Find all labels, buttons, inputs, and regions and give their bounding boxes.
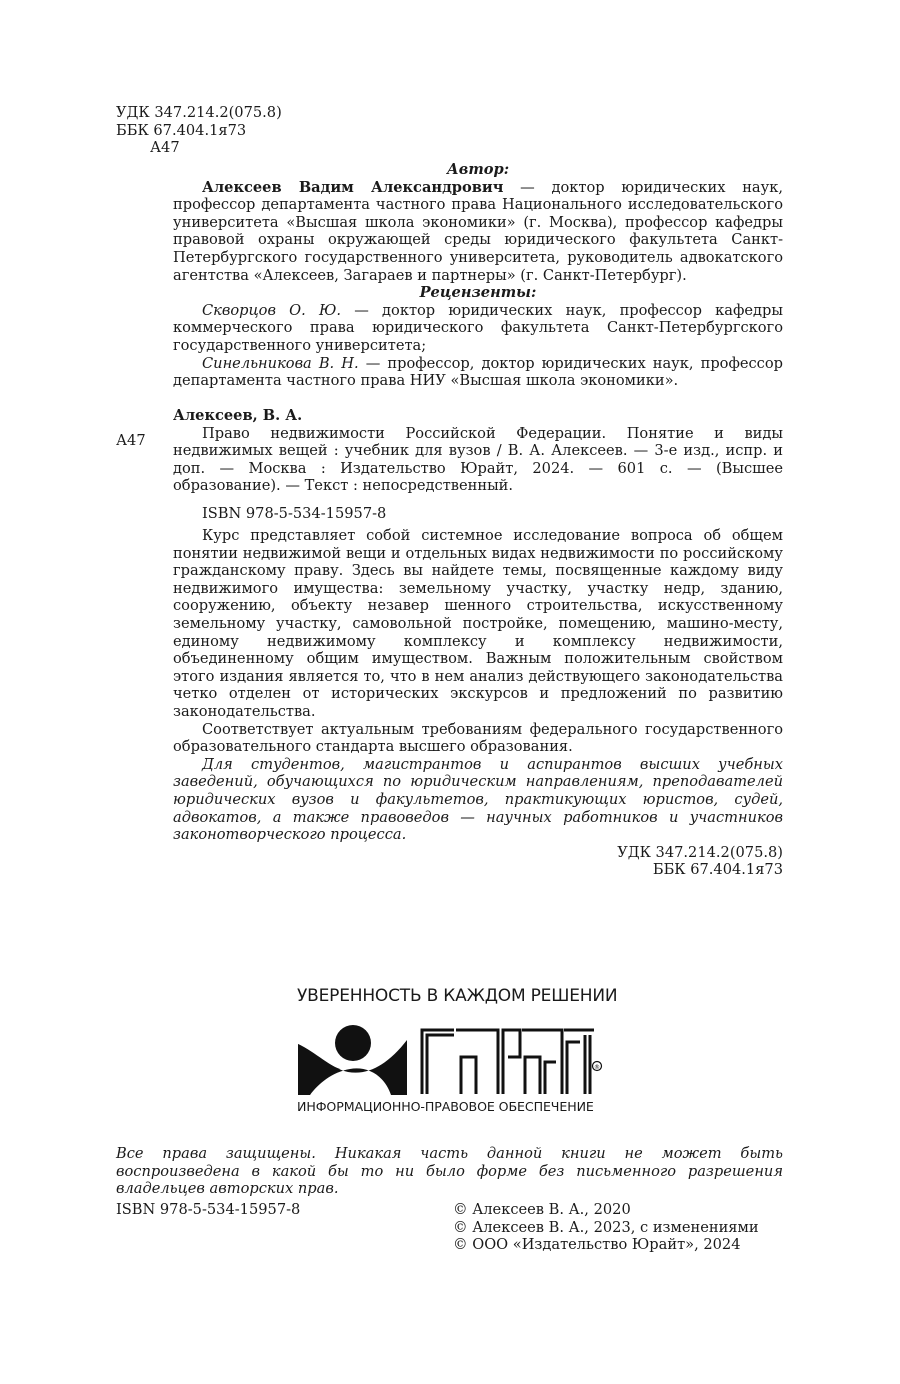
copyright-list xyxy=(453,1201,759,1254)
footer-isbn: ISBN 978-5-534-15957-8 xyxy=(116,1201,301,1218)
bbk-code: ББК 67.404.1я73 xyxy=(116,121,247,139)
copyright-line: © Алексеев В. А., 2023, с изменениями xyxy=(453,1218,759,1236)
udk-code: УДК 347.214.2(075.8) xyxy=(116,104,282,121)
classification-codes xyxy=(116,104,282,157)
author-description xyxy=(173,179,783,285)
author-text: — доктор юридических наук, профессор департамента частного права Национального исследовательского университета «Высшая школа экономики» (г. Москва), профессор кафедры правовой охраны окружающей среды юридического факультета Санкт-Петербургского государственного университета, руководитель адвокатского агентства «Алексеев, Загараев и партнеры» (г. Санкт-Петербург). xyxy=(173,178,783,284)
registered-mark: ® xyxy=(594,1064,600,1071)
advert-slogan: УВЕРЕННОСТЬ В КАЖДОМ РЕШЕНИИ xyxy=(297,986,618,1006)
author-heading: Автор: xyxy=(446,161,510,178)
reviewer-item xyxy=(173,355,783,390)
annotation-paragraph: Курс представляет собой системное исследование вопроса об общем понятии недвижимой вещи и отдельных видах недвижимости по российскому гражданскому праву. Здесь вы найдете темы, посвященные каждому виду недвижимого имущества: земельному участку, участку недр, зданию, сооружению, объекту незавер шенного строительства, искусственному земельному участку, самовольной постройке, помещению, машино-месту, единому недвижимому комплексу и комплексу недвижимости, объединенному общим имуществом. Важным положительным свойством этого издания является то, что в нем анализ действующего законодательства четко отделен от исторических экскурсов и предложений по развитию законодательства. xyxy=(173,527,783,720)
reviewers-heading: Рецензенты: xyxy=(419,284,537,302)
advert-caption: ИНФОРМАЦИОННО-ПРАВОВОЕ ОБЕСПЕЧЕНИЕ xyxy=(297,1099,594,1114)
annotation-bbk: ББК 67.404.1я73 xyxy=(652,861,783,879)
garant-emblem-icon xyxy=(298,1025,407,1095)
annotation-audience: Для студентов, магистрантов и аспирантов высших учебных заведений, обучающихся по юридическим направлениям, преподавателей юридических вузов и факультетов, практикующих юристов, судей, адвокатов, а также правоведов — научных работников и участников законотворческого процесса. xyxy=(173,755,783,844)
reviewer-item xyxy=(173,302,783,355)
catalog-description: Право недвижимости Российской Федерации. Понятие и виды недвижимых вещей : учебник для вузов / В. А. Алексеев. — 3-е изд., испр. и доп. — Москва : Издательство Юрайт, 2024. — 601 с. — (Высшее образование). — Текст : непосредственный. xyxy=(173,424,783,495)
reviewer-name: Скворцов О. Ю. xyxy=(202,301,342,319)
reviewer-text: — профессор, доктор юридических наук, профессор департамента частного права НИУ «Высшая школа экономики». xyxy=(173,354,783,390)
author-section xyxy=(173,161,783,390)
reviewer-text: — доктор юридических наук, профессор кафедры коммерческого права юридического факультета Санкт-Петербургского государственного университета; xyxy=(173,301,783,354)
catalog-isbn: ISBN 978-5-534-15957-8 xyxy=(202,504,387,522)
annotation-paragraph: Соответствует актуальным требованиям федерального государственного образовательного стандарта высшего образования. xyxy=(173,720,783,756)
author-name: Алексеев Вадим Александрович xyxy=(202,178,504,196)
author-mark: А47 xyxy=(150,139,180,157)
garant-logo xyxy=(296,1022,606,1096)
garant-wordmark xyxy=(422,1030,594,1094)
rights-notice: Все права защищены. Никакая часть данной книги не может быть воспроизведена в какой бы то ни было форме без письменного разрешения владельцев авторских прав. xyxy=(116,1145,783,1198)
copyright-line: © ООО «Издательство Юрайт», 2024 xyxy=(453,1236,741,1254)
annotation-udk: УДК 347.214.2(075.8) xyxy=(617,843,783,861)
annotation xyxy=(173,527,783,879)
catalog-entry xyxy=(173,407,783,523)
reviewer-name: Синельникова В. Н. xyxy=(202,354,359,372)
copyright-line: © Алексеев В. А., 2020 xyxy=(453,1201,631,1218)
catalog-author: Алексеев, В. А. xyxy=(173,407,303,424)
catalog-mark: А47 xyxy=(116,432,146,449)
